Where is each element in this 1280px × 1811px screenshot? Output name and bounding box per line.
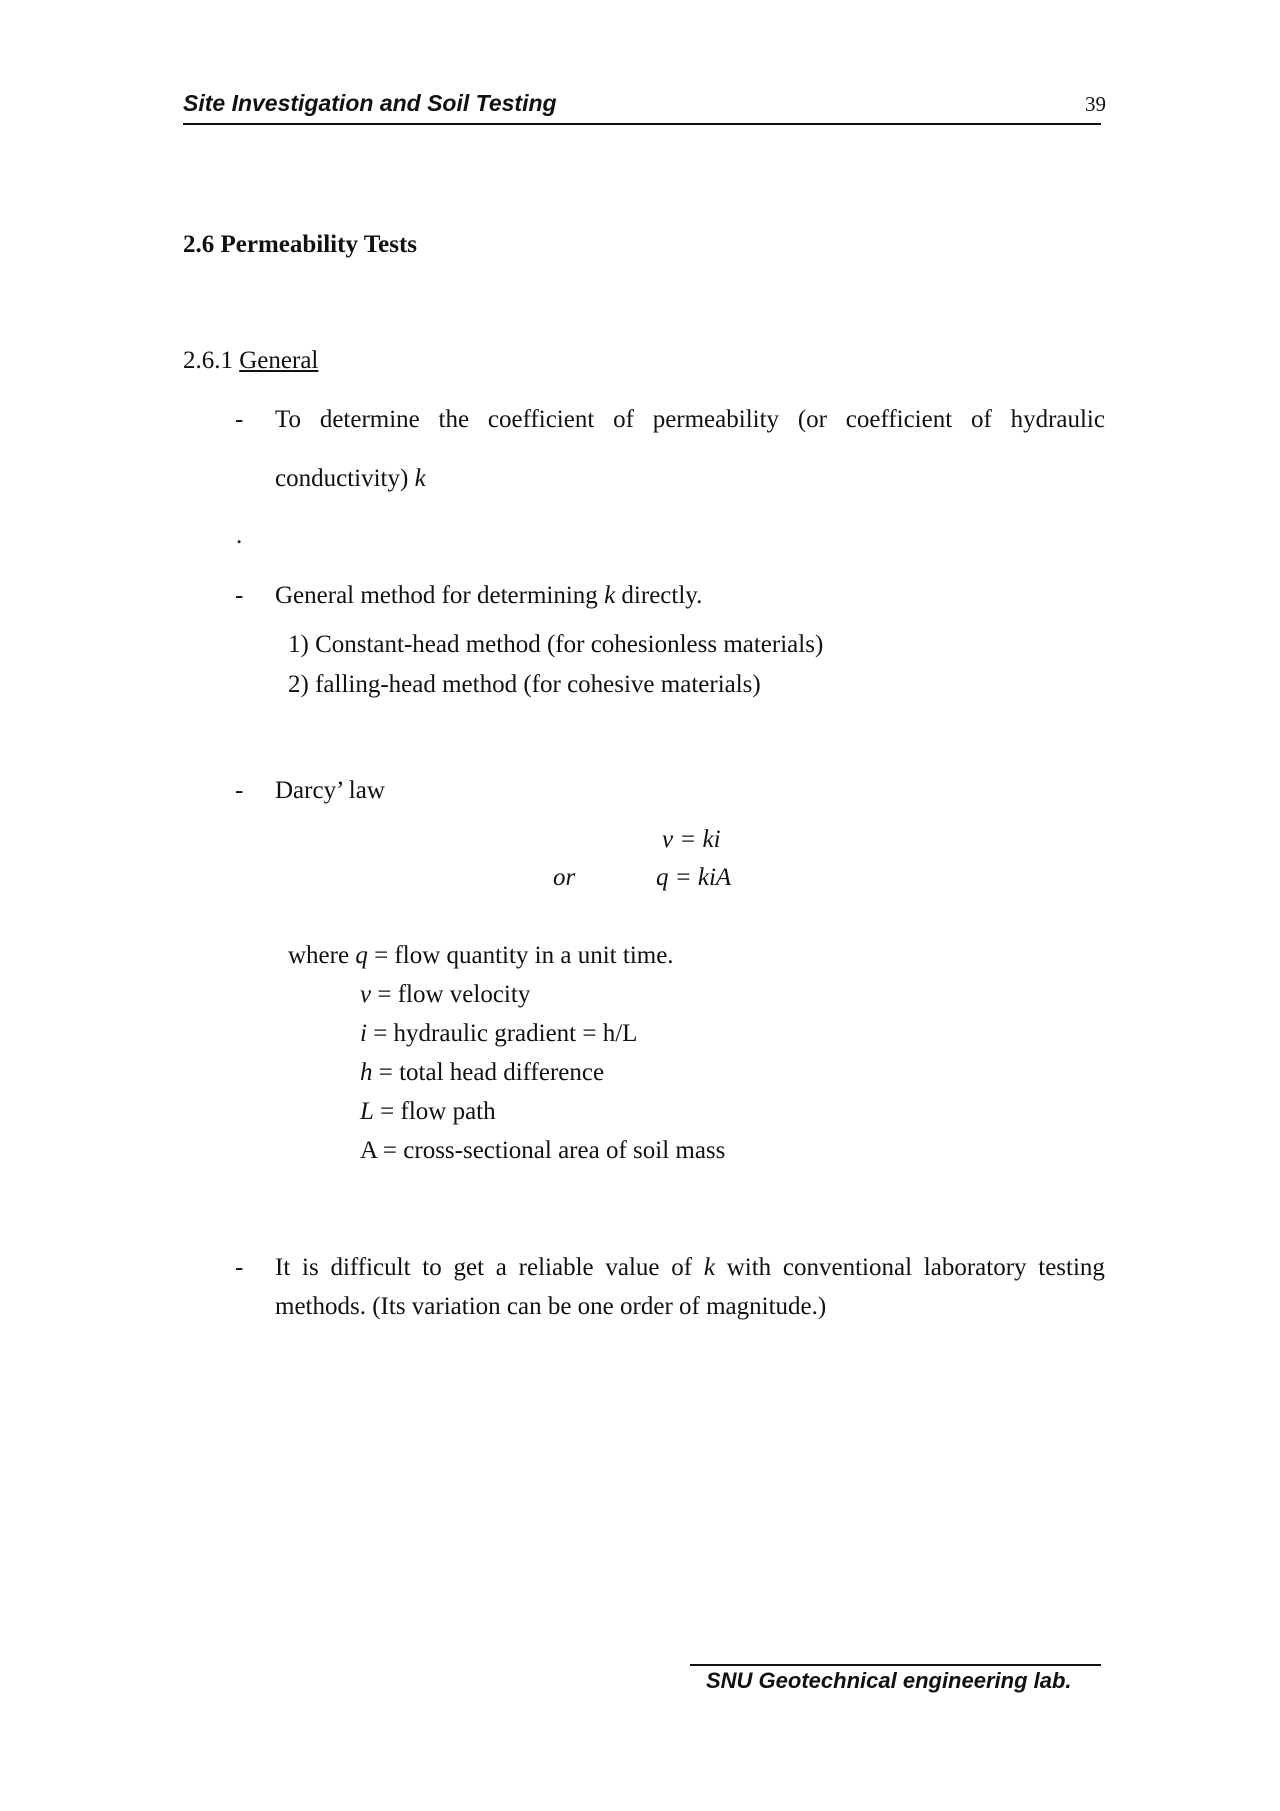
- bullet-2-pre: General method for determining: [275, 582, 598, 609]
- bullet-2-text: [275, 582, 702, 610]
- def-v: = flow velocity: [371, 981, 531, 1008]
- bullet-4-word: difficult: [330, 1254, 411, 1281]
- bullet-dash-3: -: [235, 777, 244, 804]
- section-heading: 2.6 Permeability Tests: [183, 231, 418, 258]
- bullet-4-word: to: [422, 1254, 442, 1281]
- var-k: k: [414, 465, 426, 492]
- subsection-number: 2.6.1: [183, 347, 233, 374]
- stray-dot: .: [236, 522, 243, 549]
- bullet-1-word: of: [613, 406, 634, 433]
- bullet-4-word: with: [726, 1254, 772, 1281]
- equation-v-ki: v = ki: [662, 826, 721, 853]
- bullet-1-line-2: [275, 465, 426, 493]
- bullet-4-word: It: [275, 1254, 291, 1281]
- subsection-heading: [183, 347, 318, 375]
- bullet-2-post: directly.: [621, 582, 703, 609]
- bullet-1-word: (or: [797, 406, 827, 433]
- definition-L: [360, 1098, 496, 1126]
- bullet-dash-2: -: [235, 582, 244, 609]
- bullet-4-word: value: [605, 1254, 660, 1281]
- bullet-4-word: testing: [1038, 1254, 1105, 1281]
- bullet-2-var-k: k: [604, 582, 616, 609]
- var-L: L: [360, 1098, 374, 1125]
- bullet-1-word: permeability: [652, 406, 780, 433]
- bullet-1-line-1: [275, 406, 1105, 434]
- header-rule: [183, 123, 1101, 125]
- bullet-4-word: get: [453, 1254, 485, 1281]
- bullet-1-word: hydraulic: [1010, 406, 1105, 433]
- def-i: = hydraulic gradient = h/L: [366, 1020, 638, 1047]
- bullet-dash-4: -: [235, 1254, 244, 1281]
- footer-rule: [690, 1664, 1101, 1666]
- bullet-1-word: To: [275, 406, 302, 433]
- bullet-4-word: k: [703, 1254, 715, 1281]
- definition-h: [360, 1059, 604, 1087]
- running-header-title: Site Investigation and Soil Testing: [183, 90, 557, 116]
- bullet-4-word: is: [302, 1254, 319, 1281]
- bullet-1-line-2-text: conductivity): [275, 465, 409, 492]
- definition-v: [360, 981, 530, 1009]
- bullet-4-word: reliable: [518, 1254, 594, 1281]
- bullet-1-word: determine: [319, 406, 420, 433]
- var-h: h: [360, 1059, 373, 1086]
- definition-i: [360, 1020, 637, 1048]
- bullet-3-text: Darcy’ law: [275, 777, 385, 804]
- bullet-1-word: coefficient: [845, 406, 953, 433]
- bullet-1-word: coefficient: [487, 406, 595, 433]
- footer-lab-name: SNU Geotechnical engineering lab.: [706, 1668, 1072, 1693]
- def-L: = flow path: [373, 1098, 496, 1125]
- bullet-4-word: conventional: [782, 1254, 913, 1281]
- definition-q: [288, 942, 674, 970]
- def-q: = flow quantity in a unit time.: [367, 942, 674, 969]
- def-h: = total head difference: [372, 1059, 605, 1086]
- var-v: v: [360, 981, 372, 1008]
- equation-q-kiA: q = kiA: [656, 864, 732, 891]
- definition-A: A = cross-sectional area of soil mass: [360, 1137, 726, 1164]
- subsection-title: General: [239, 347, 319, 374]
- where-word: where: [288, 942, 350, 969]
- bullet-4-word: laboratory: [923, 1254, 1027, 1281]
- bullet-1-word: the: [438, 406, 470, 433]
- bullet-1-word: of: [970, 406, 992, 433]
- bullet-4-line-2: methods. (Its variation can be one order of magnitude.): [275, 1293, 827, 1320]
- page-number: 39: [1085, 92, 1106, 116]
- method-2: 2) falling-head method (for cohesive materials): [288, 671, 761, 698]
- bullet-4-line-1: [275, 1254, 1105, 1282]
- bullet-4-word: of: [671, 1254, 693, 1281]
- bullet-4-word: a: [495, 1254, 507, 1281]
- method-1: 1) Constant-head method (for cohesionless materials): [288, 631, 824, 658]
- equation-or: or: [553, 864, 576, 891]
- var-i: i: [360, 1020, 367, 1047]
- var-q: q: [355, 942, 368, 969]
- bullet-dash-1: -: [235, 406, 244, 433]
